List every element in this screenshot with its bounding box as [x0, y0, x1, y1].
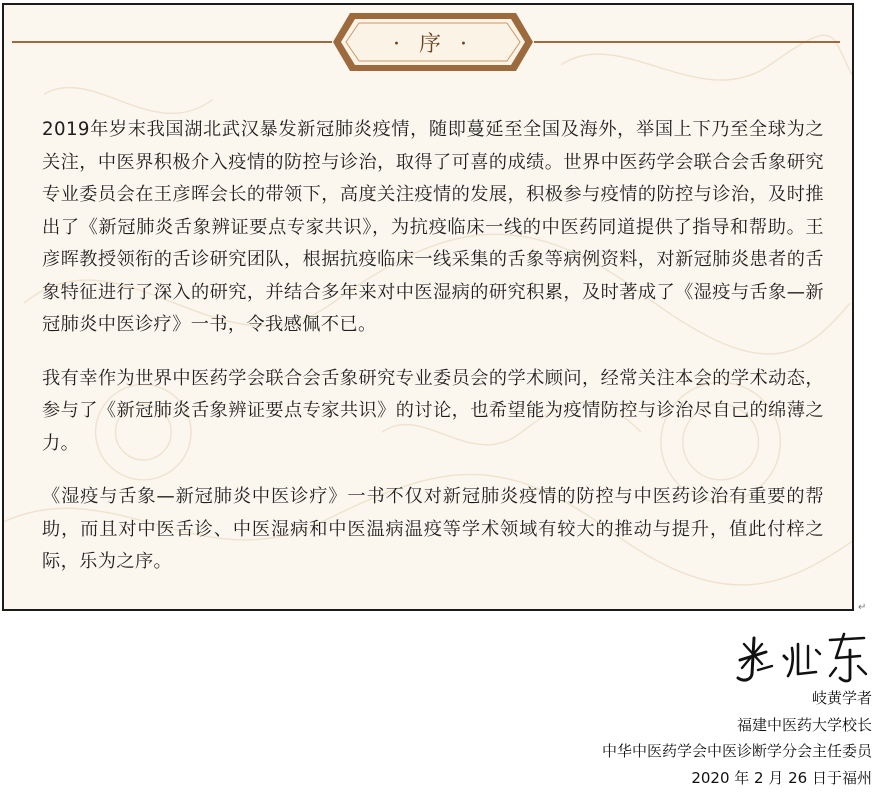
paragraph-1: 2019年岁末我国湖北武汉暴发新冠肺炎疫情，随即蔓延至全国及海外，举国上下乃至全球为之关注，中医界积极介入疫情的防控与诊治，取得了可喜的成绩。世界中医药学会联合会舌象研究专业委员会在王彦晖会长的带领下，高度关注疫情的发展，积极参与疫情的防控与诊治，及时推出了《新冠肺炎舌象辨证要点专家共识》，为抗疫临床一线的中医药同道提供了指导和帮助。王彦晖教授领衔的舌诊研究团队，根据抗疫临床一线采集的舌象等病例资料，对新冠肺炎患者的舌象特征进行了深入的研究，并结合多年来对中医湿病的研究积累，及时著成了《湿疫与舌象—新冠肺炎中医诊疗》一书，令我感佩不已。: [42, 119, 824, 335]
preface-body: [42, 114, 824, 600]
paragraph-return-mark: ↵: [858, 602, 867, 613]
author-title: 岐黄学者: [811, 689, 872, 707]
title-badge: [330, 10, 536, 74]
handwritten-signature: [732, 630, 872, 686]
author-position: 福建中医药大学校长: [736, 715, 872, 734]
signing-date-place: 2020 年 2 月 26 日于福州: [691, 768, 872, 787]
paragraph-3: 《湿疫与舌象—新冠肺炎中医诊疗》一书不仅对新冠肺炎疫情的防控与中医药诊治有重要的帮助，而且对中医舌诊、中医湿病和中医温病温疫等学术领域有较大的推动与提升，值此付梓之际，乐为之序。: [42, 486, 824, 572]
signature-block: [602, 685, 872, 791]
header-rule-left: [12, 41, 332, 43]
preface-box: [2, 3, 854, 611]
preface-title: · 序 ·: [393, 32, 473, 57]
header-rule-right: [534, 41, 840, 43]
author-committee-role: 中华中医药学会中医诊断学分会主任委员: [601, 742, 872, 760]
paragraph-2: 我有幸作为世界中医药学会联合会舌象研究专业委员会的学术顾问，经常关注本会的学术动态，参与了《新冠肺炎舌象辨证要点专家共识》的讨论，也希望能为疫情防控与诊治尽自己的绵薄之力。: [42, 367, 824, 454]
